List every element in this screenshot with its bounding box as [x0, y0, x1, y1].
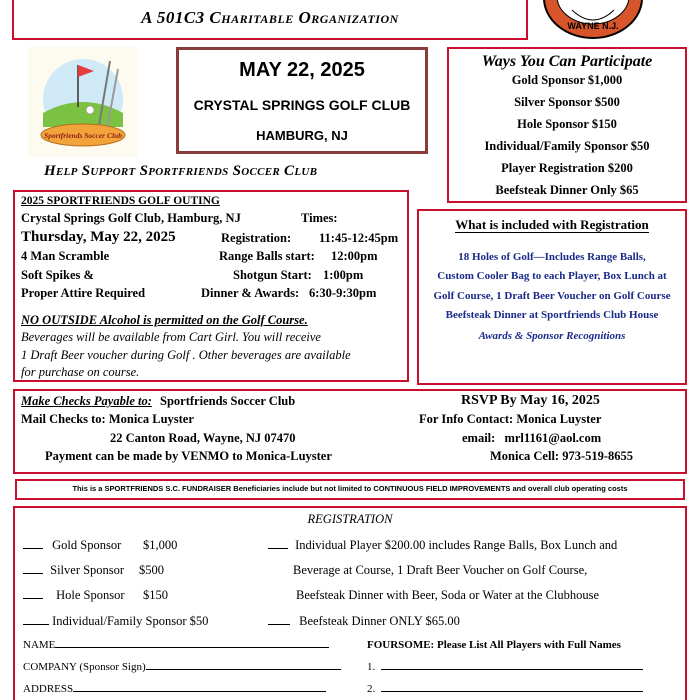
schedule-dinner-time: 6:30-9:30pm [309, 286, 377, 300]
help-support-heading: Help Support Sportfriends Soccer Club [44, 163, 318, 179]
hole-sponsor-checkbox[interactable] [23, 598, 43, 599]
player-2-label: 2. [367, 683, 376, 695]
times-label: Times: [301, 211, 338, 225]
event-date: MAY 22, 2025 [239, 59, 365, 81]
golf-outing-details [13, 190, 409, 382]
alcohol-notice: NO OUTSIDE Alcohol is permitted on the Golf Course. [21, 313, 308, 327]
event-venue: CRYSTAL SPRINGS GOLF CLUB [193, 97, 411, 113]
venmo-note: Payment can be made by VENMO to Monica-Luyster [45, 449, 332, 463]
includes-line-2: Custom Cooler Bag to each Player, Box Lunch at [437, 270, 667, 282]
mail-checks-to: Mail Checks to: Monica Luyster [21, 412, 194, 426]
payable-to: Sportfriends Soccer Club [160, 394, 296, 408]
address-label: ADDRESS [23, 683, 74, 695]
individual-player-checkbox[interactable] [268, 548, 288, 549]
silver-sponsor-price: $500 [139, 563, 164, 577]
company-label: COMPANY (Sponsor Sign) [23, 661, 146, 673]
schedule-range-label: Range Balls start: [219, 249, 315, 263]
wayne-club-logo [542, 0, 644, 40]
mailing-address: 22 Canton Road, Wayne, NJ 07470 [110, 431, 296, 445]
registration-form [13, 506, 687, 700]
individual-player-line-3: Beefsteak Dinner with Beer, Soda or Water at the Clubhouse [296, 588, 600, 602]
foursome-label: FOURSOME: Please List All Players with Full Names [367, 639, 621, 651]
header-banner [12, 0, 528, 40]
fundraiser-note-box [15, 479, 685, 500]
registration-includes-box [417, 209, 687, 385]
dinner-only-checkbox[interactable] [268, 624, 290, 625]
gold-sponsor-checkbox[interactable] [23, 548, 43, 549]
outing-venue: Crystal Springs Golf Club, Hamburg, NJ [21, 211, 241, 225]
golf-logo-text: Sportfriends Soccer Club [44, 131, 122, 140]
schedule-shotgun-time: 1:00pm [323, 268, 364, 282]
schedule-registration-label: Registration: [221, 231, 292, 245]
option-player-registration: Player Registration $200 [501, 161, 633, 175]
event-location: HAMBURG, NJ [256, 128, 348, 143]
option-hole-sponsor: Hole Sponsor $150 [517, 117, 617, 131]
option-silver-sponsor: Silver Sponsor $500 [514, 95, 620, 109]
silver-sponsor-checkbox[interactable] [23, 573, 43, 574]
includes-line-1: 18 Holes of Golf—Includes Range Balls, [458, 251, 646, 263]
email-label: email: [462, 431, 496, 445]
name-field[interactable] [55, 647, 329, 648]
outing-date: Thursday, May 22, 2025 [21, 229, 176, 245]
schedule-range-time: 12:00pm [331, 249, 378, 263]
hole-sponsor-price: $150 [143, 588, 168, 602]
payable-label: Make Checks Payable to: [21, 394, 152, 408]
company-field[interactable] [146, 669, 341, 670]
gold-sponsor-label: Gold Sponsor [52, 538, 122, 552]
info-contact: For Info Contact: Monica Luyster [419, 412, 602, 426]
contact-email[interactable]: mrl1161@aol.com [504, 431, 602, 445]
payment-and-rsvp-box [13, 389, 687, 474]
player-1-field[interactable] [381, 669, 643, 670]
fundraiser-note: This is a SPORTFRIENDS S.C. FUNDRAISER Beneficiaries include but not limited to CONTINUOUS FIELD IMPROVEMENTS and overall club operating costs [72, 484, 628, 493]
option-dinner-only: Beefsteak Dinner Only $65 [495, 183, 639, 197]
individual-player-line-2: Beverage at Course, 1 Draft Beer Voucher on Golf Course, [293, 563, 588, 577]
player-1-label: 1. [367, 661, 376, 673]
participation-options-box [447, 47, 687, 203]
includes-title: What is included with Registration [455, 217, 649, 232]
beverage-line-3: for purchase on course. [21, 365, 140, 379]
includes-line-3: Golf Course, 1 Draft Beer Voucher on Golf Course [433, 290, 671, 302]
registration-title: REGISTRATION [307, 512, 393, 526]
hole-sponsor-label: Hole Sponsor [56, 588, 125, 602]
outing-format: 4 Man Scramble [21, 249, 110, 263]
participation-title: Ways You Can Participate [481, 53, 653, 70]
beverage-line-2: 1 Draft Beer voucher during Golf . Other beverages are available [21, 348, 351, 362]
wayne-logo-text: WAYNE N.J. [567, 21, 619, 31]
gold-sponsor-price: $1,000 [143, 538, 178, 552]
schedule-registration-time: 11:45-12:45pm [319, 231, 399, 245]
contact-cell: Monica Cell: 973-519-8655 [490, 449, 634, 463]
includes-line-5: Awards & Sponsor Recognitions [478, 330, 626, 342]
beverage-line-1: Beverages will be available from Cart Girl. You will receive [21, 330, 321, 344]
schedule-dinner-label: Dinner & Awards: [201, 286, 300, 300]
family-sponsor-label: Individual/Family Sponsor $50 [52, 614, 209, 628]
option-gold-sponsor: Gold Sponsor $1,000 [511, 73, 623, 87]
silver-sponsor-label: Silver Sponsor [50, 563, 125, 577]
includes-line-4: Beefsteak Dinner at Sportfriends Club House [445, 309, 659, 321]
name-label: NAME [23, 639, 56, 651]
option-family-sponsor: Individual/Family Sponsor $50 [484, 139, 650, 153]
schedule-shotgun-label: Shotgun Start: [233, 268, 312, 282]
dinner-only-label: Beefsteak Dinner ONLY $65.00 [299, 614, 460, 628]
outing-attire: Proper Attire Required [21, 286, 146, 300]
outing-title: 2025 SPORTFRIENDS GOLF OUTING [21, 195, 220, 207]
player-2-field[interactable] [381, 691, 643, 692]
golf-club-logo [28, 47, 138, 157]
rsvp-deadline: RSVP By May 16, 2025 [461, 393, 600, 408]
family-sponsor-checkbox[interactable] [23, 624, 49, 625]
outing-spikes: Soft Spikes & [21, 268, 94, 282]
individual-player-line-1: Individual Player $200.00 includes Range Balls, Box Lunch and [295, 538, 618, 552]
address-field[interactable] [73, 691, 326, 692]
organization-subtitle: A 501C3 Charitable Organization [141, 8, 399, 27]
event-date-box [176, 47, 428, 154]
